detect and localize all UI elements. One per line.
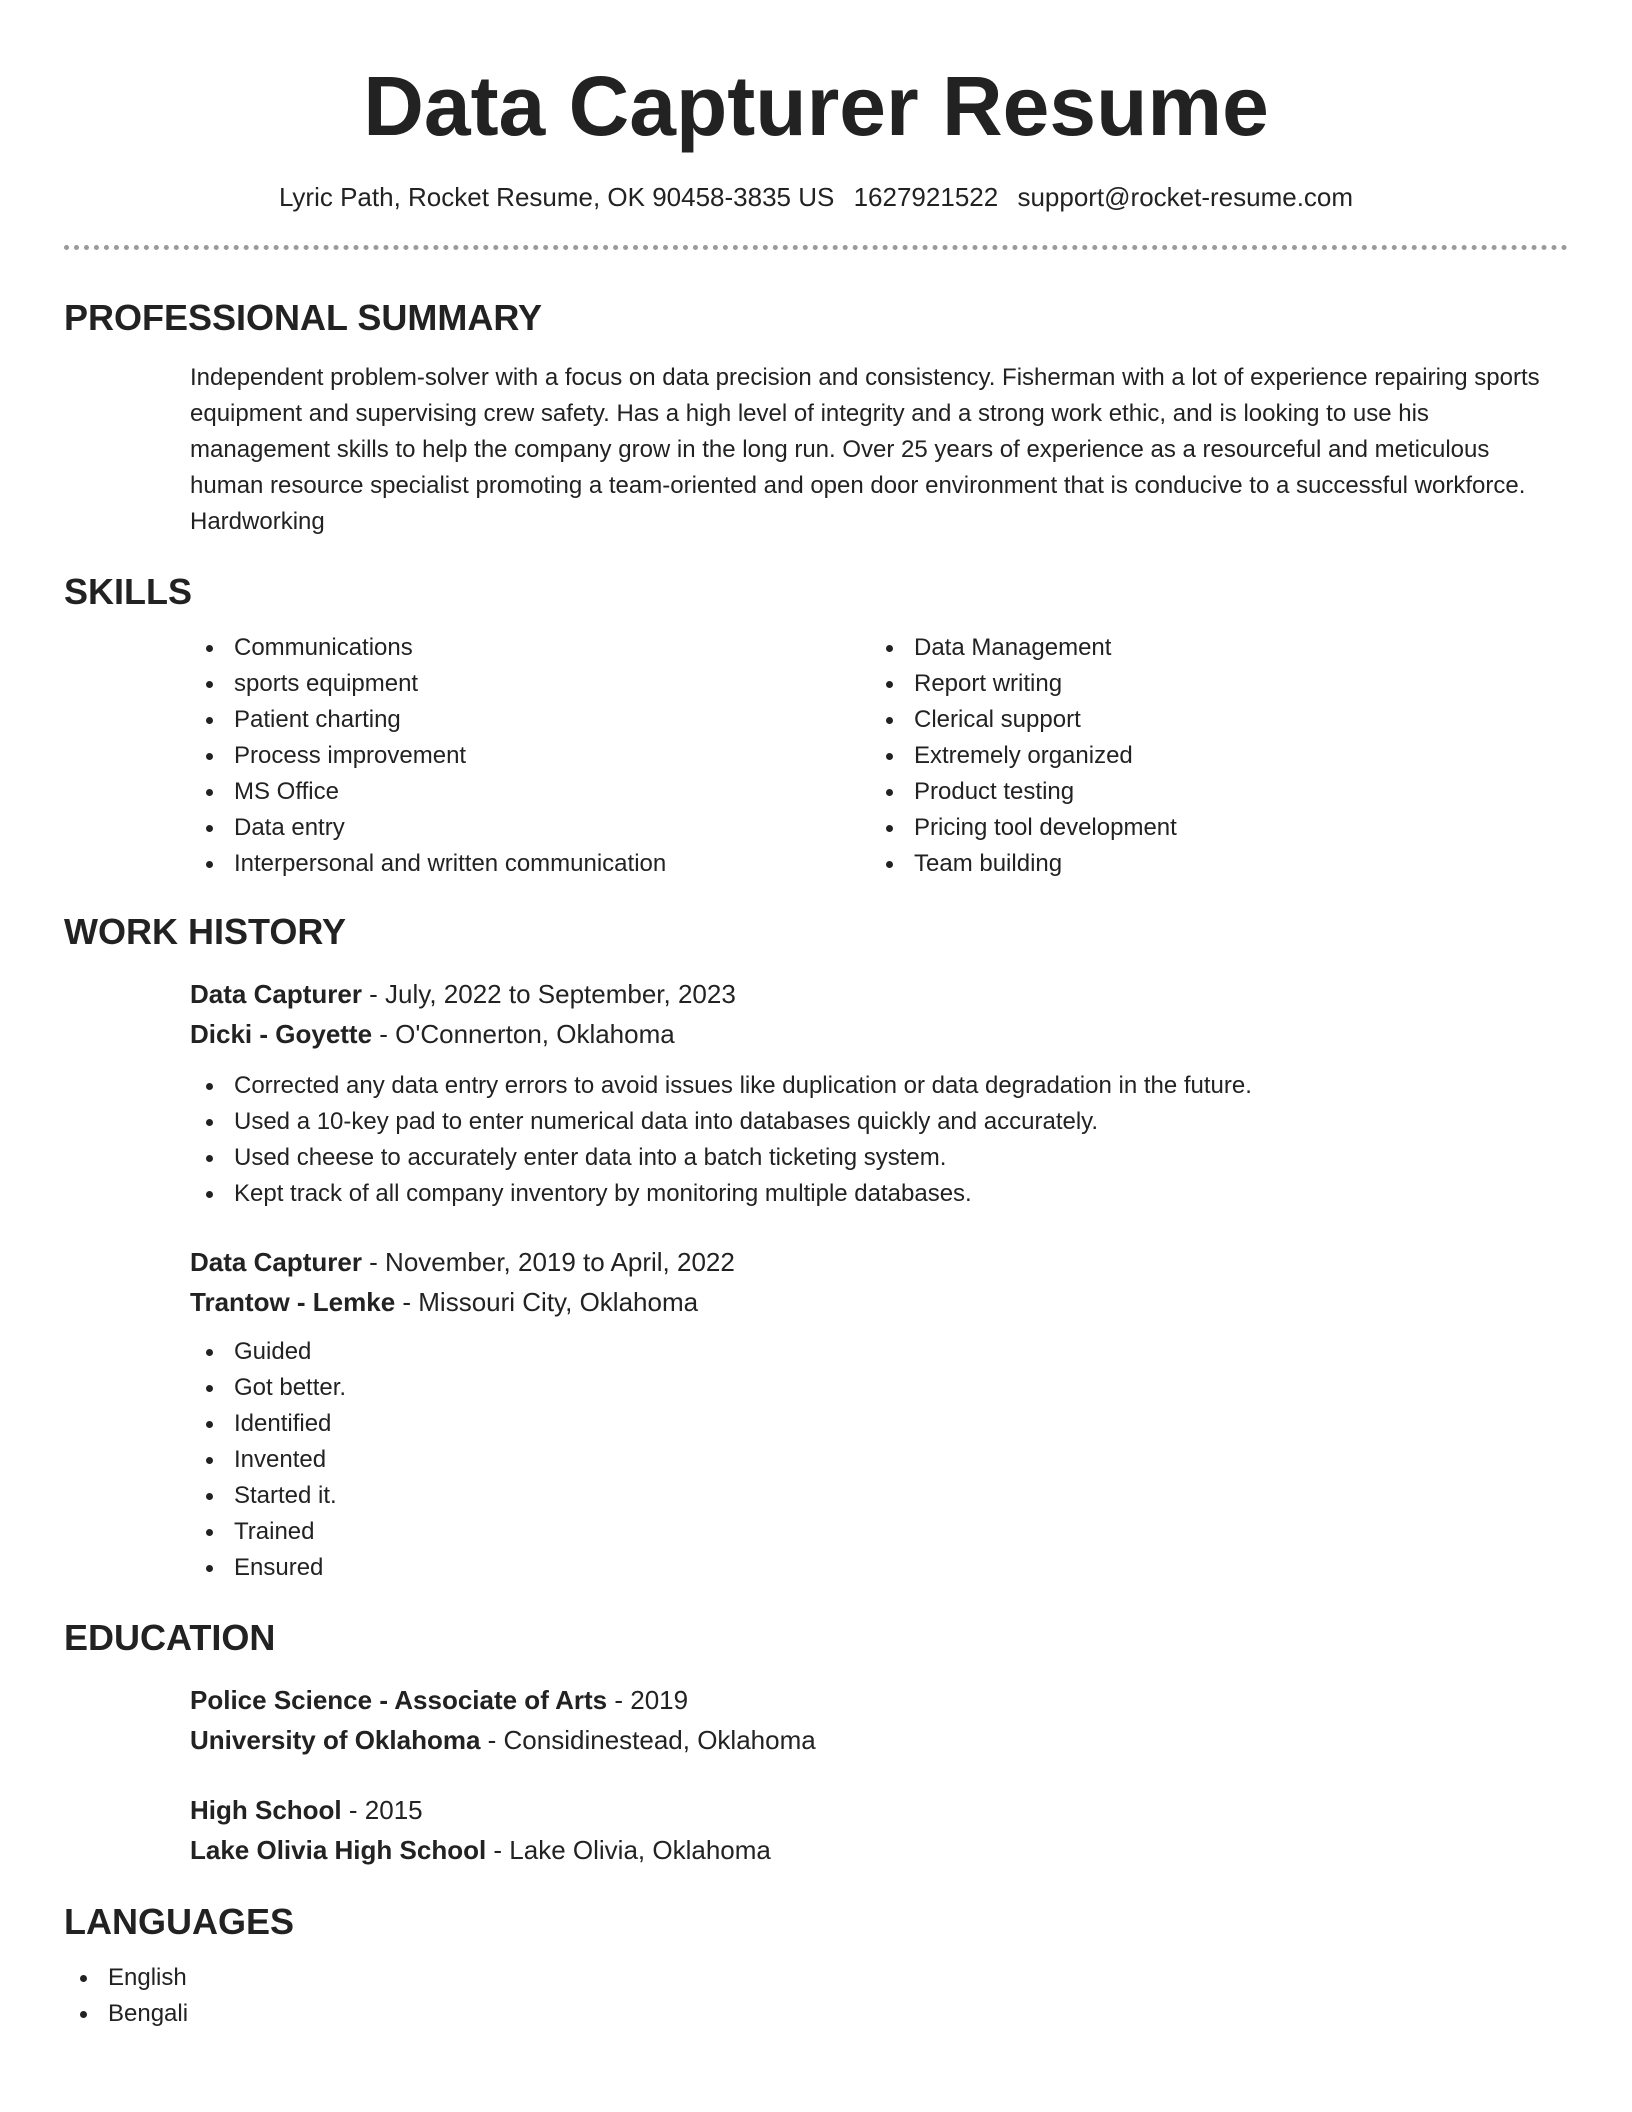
contact-line [64,182,1568,213]
skill-item: Clerical support [870,702,1550,738]
skill-item: Data Management [870,630,1550,666]
job-dates: - July, 2022 to September, 2023 [361,979,736,1009]
degree-year: - 2015 [341,1795,423,1825]
school: University of Oklahoma [190,1725,481,1755]
job-dates: - November, 2019 to April, 2022 [361,1247,735,1277]
job-duty: Got better. [190,1370,1568,1406]
job-duty: Trained [190,1514,1568,1550]
job-duty: Used a 10-key pad to enter numerical data into databases quickly and accurately. [190,1104,1568,1140]
job-company-line [190,1014,1568,1054]
skill-item: Data entry [190,810,870,846]
education-entry [190,1680,1568,1760]
job-location: - O'Connerton, Oklahoma [372,1019,675,1049]
education-section [64,1617,1568,1870]
summary-section [64,297,1568,540]
skill-item: Product testing [870,774,1550,810]
school-line [190,1720,1568,1760]
degree-line [190,1790,1568,1830]
resume-page [64,0,1568,2032]
school-line [190,1830,1568,1870]
skill-item: Team building [870,846,1550,882]
skill-item: Patient charting [190,702,870,738]
summary-text: Independent problem-solver with a focus on data precision and consistency. Fisherman with a lot of experience repairing sports equipment and supervising crew safety. Has a high level of integrity and a strong work ethic, and is looking to use his management skills to help the company grow in the long run. Over 25 years of experience as a resourceful and meticulous human resource specialist promoting a team-oriented and open door environment that is conducive to a successful workforce. Hardworking [190,364,1540,535]
contact-phone: 1627921522 [853,182,999,212]
resume-title: Data Capturer Resume [363,59,1269,153]
skill-item: Pricing tool development [870,810,1550,846]
contact-address: Lyric Path, Rocket Resume, OK 90458-3835 US [278,182,835,212]
skill-item: Interpersonal and written communication [190,846,870,882]
job-duty: Identified [190,1406,1568,1442]
job-title: Data Capturer [190,1247,362,1277]
skill-item: Process improvement [190,738,870,774]
school: Lake Olivia High School [190,1835,487,1865]
skill-item: sports equipment [190,666,870,702]
job-title-line [190,974,1568,1014]
header-divider [64,245,1568,250]
job-duty: Corrected any data entry errors to avoid issues like duplication or data degradation in the future. [190,1068,1568,1104]
job-title-line [190,1242,1568,1282]
contact-email: support@rocket-resume.com [1017,182,1354,212]
job-duty: Kept track of all company inventory by monitoring multiple databases. [190,1176,1568,1212]
job-duty: Ensured [190,1550,1568,1586]
degree-year: - 2019 [607,1685,689,1715]
job-company: Trantow - Lemke [190,1287,396,1317]
languages-section [64,1901,1568,2032]
school-location: - Lake Olivia, Oklahoma [486,1835,771,1865]
skill-item: Communications [190,630,870,666]
language-item: Bengali [64,1996,1568,2032]
languages-heading: LANGUAGES [64,1901,295,1942]
skills-grid [190,630,1568,882]
job-duties [190,1334,1568,1586]
education-heading: EDUCATION [64,1617,276,1658]
skills-section [64,571,1568,882]
job-duty: Guided [190,1334,1568,1370]
skill-item: Report writing [870,666,1550,702]
skills-heading: SKILLS [64,571,193,612]
work-heading: WORK HISTORY [64,911,347,952]
languages-list [64,1960,1568,2032]
job-entry [190,1242,1568,1586]
degree: Police Science - Associate of Arts [190,1685,608,1715]
job-company-line [190,1282,1568,1322]
job-title: Data Capturer [190,979,362,1009]
skills-list-right [870,630,1550,882]
skills-list-left [190,630,870,882]
education-entry [190,1790,1568,1870]
degree: High School [190,1795,342,1825]
skill-item: Extremely organized [870,738,1550,774]
job-location: - Missouri City, Oklahoma [395,1287,699,1317]
school-location: - Considinestead, Oklahoma [480,1725,816,1755]
job-duty: Invented [190,1442,1568,1478]
language-item: English [64,1960,1568,1996]
job-duty: Started it. [190,1478,1568,1514]
degree-line [190,1680,1568,1720]
job-entry [190,974,1568,1212]
job-company: Dicki - Goyette [190,1019,373,1049]
skill-item: MS Office [190,774,870,810]
job-duty: Used cheese to accurately enter data into a batch ticketing system. [190,1140,1568,1176]
job-duties [190,1068,1568,1212]
summary-heading: PROFESSIONAL SUMMARY [64,297,543,338]
work-section [64,911,1568,1586]
